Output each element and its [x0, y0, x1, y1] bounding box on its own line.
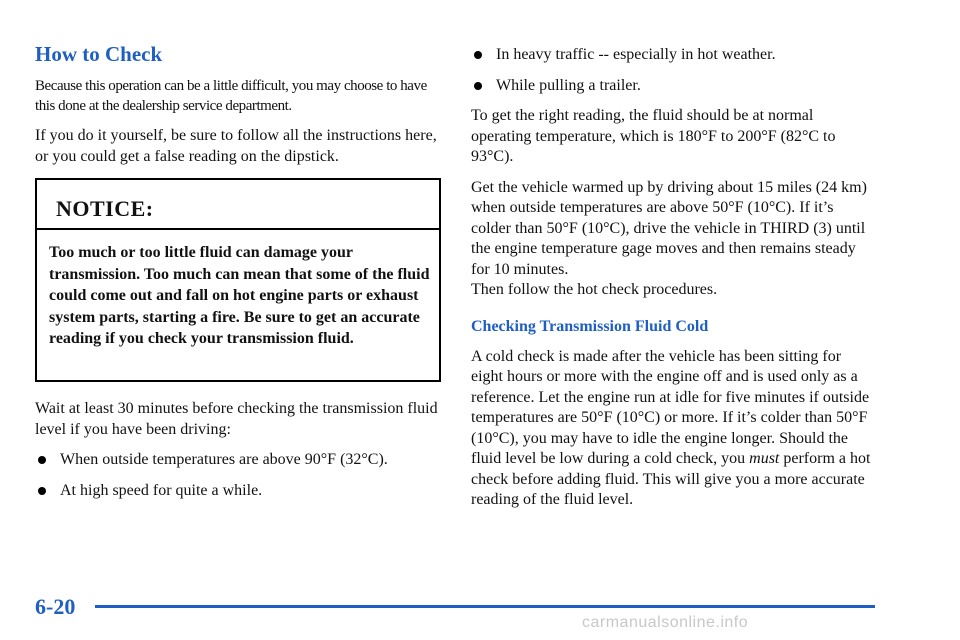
intro-paragraph: Because this operation can be a little difficult, you may choose to have this done at the dealership service department. [35, 78, 427, 114]
left-column [35, 40, 440, 167]
bullet-icon [38, 487, 46, 495]
notice-title: NOTICE: [56, 196, 154, 221]
notice-body: Too much or too little fluid can damage your transmission. Too much can mean that some of the fluid could come out and fall on hot engine parts or exhaust system parts, starting a fire. Be sure to get an accurate reading if you check your transmission fluid. [49, 244, 430, 347]
list-item-text: When outside temperatures are above 90°F (32°C). [60, 451, 388, 468]
emphasis-text: must [749, 450, 780, 467]
bullet-icon [38, 456, 46, 464]
list-item [471, 45, 876, 66]
watermark: carmanualsonline.info [582, 614, 749, 631]
list-item [35, 450, 440, 471]
bullet-icon [474, 51, 482, 59]
wait-paragraph: Wait at least 30 minutes before checking the transmission fluid level if you have been driving: [35, 400, 438, 438]
warmup-paragraph: Get the vehicle warmed up by driving about 15 miles (24 km) when outside temperatures are above 50°F (10°C). If it’s colder than 50°F (10°C), drive the vehicle in THIRD (3) until the engine temperature gage moves and then remains steady for 10 minutes. [471, 178, 867, 278]
bullet-icon [474, 82, 482, 90]
list-item [35, 481, 440, 502]
warmup-followup: Then follow the hot check procedures. [471, 281, 718, 298]
notice-box [35, 178, 441, 382]
section-heading: How to Check [35, 42, 163, 66]
cold-check-text: A cold check is made after the vehicle has been sitting for eight hours or more with the engine off and is used only as a reference. Let the engine run at idle for five minutes if outside temperatures are 50°F (10°C) or more. If it’s colder than 50°F (10°C), you may have to idle the engine longer. Should the fluid level be low during a cold check, you [471, 347, 870, 467]
list-item-text: While pulling a trailer. [496, 76, 641, 94]
page-number: 6-20 [35, 594, 76, 619]
subheading: Checking Transmission Fluid Cold [471, 317, 709, 335]
temperature-paragraph: To get the right reading, the fluid should be at normal operating temperature, which is 180°F to 200°F (82°C to 93°C). [471, 107, 836, 165]
left-lower [35, 399, 440, 501]
footer-rule [95, 605, 875, 608]
right-column [471, 40, 876, 511]
cold-check-paragraph [471, 347, 876, 511]
list-item-text: In heavy traffic -- especially in hot weather. [496, 46, 776, 63]
cold-check-text-end: perform a hot check before adding fluid. This will give you a more accurate reading of the fluid level. [471, 450, 871, 508]
list-item [471, 76, 876, 97]
list-item-text: At high speed for quite a while. [60, 481, 263, 499]
instructions-paragraph: If you do it yourself, be sure to follow all the instructions here, or you could get a false reading on the dipstick. [35, 127, 437, 165]
